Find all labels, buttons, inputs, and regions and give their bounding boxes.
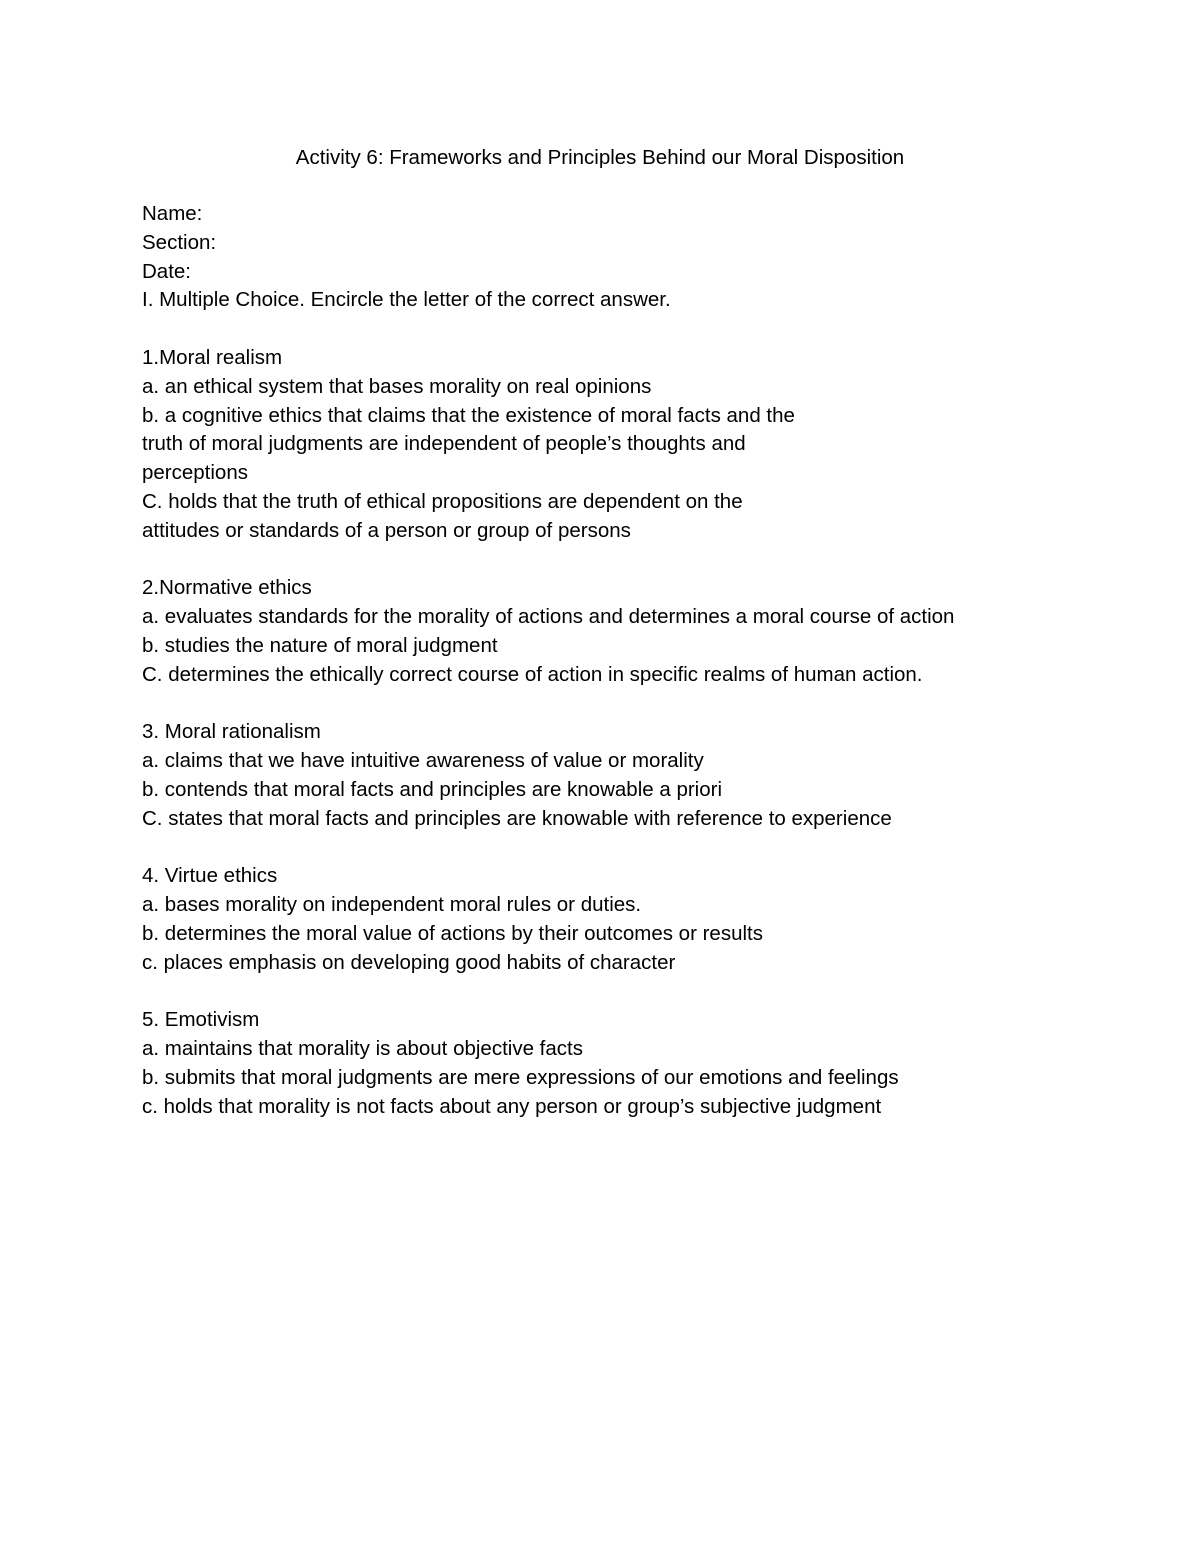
choice-a: a. claims that we have intuitive awareness of value or morality bbox=[142, 749, 704, 773]
choice-b-continued: truth of moral judgments are independent of people’s thoughts and bbox=[142, 432, 746, 456]
question-prompt: 5. Emotivism bbox=[142, 1008, 260, 1032]
question-prompt: 3. Moral rationalism bbox=[142, 720, 321, 744]
spacer bbox=[142, 690, 1162, 719]
choice-a: a. evaluates standards for the morality of actions and determines a moral course of action bbox=[142, 605, 955, 629]
section-field-label: Section: bbox=[142, 230, 217, 254]
choice-c: c. places emphasis on developing good habits of character bbox=[142, 950, 676, 974]
question-prompt: 1.Moral realism bbox=[142, 345, 283, 369]
question-3 bbox=[142, 718, 1162, 833]
date-field-label: Date: bbox=[142, 259, 191, 283]
choice-b: b. studies the nature of moral judgment bbox=[142, 633, 498, 657]
choice-a: a. bases morality on independent moral rules or duties. bbox=[142, 893, 642, 917]
question-2 bbox=[142, 574, 1162, 689]
choice-a: a. an ethical system that bases morality on real opinions bbox=[142, 374, 652, 398]
spacer bbox=[142, 978, 1162, 1007]
choice-b: b. submits that moral judgments are mere expressions of our emotions and feelings bbox=[142, 1065, 899, 1089]
choice-c: C. holds that the truth of ethical propositions are dependent on the bbox=[142, 489, 743, 513]
question-prompt: 2.Normative ethics bbox=[142, 576, 312, 600]
document-body bbox=[142, 200, 1162, 1122]
choice-a: a. maintains that morality is about objective facts bbox=[142, 1037, 583, 1061]
choice-b-continued: perceptions bbox=[142, 461, 248, 485]
choice-b: b. a cognitive ethics that claims that the existence of moral facts and the bbox=[142, 403, 795, 427]
spacer bbox=[142, 834, 1162, 863]
choice-c: c. holds that morality is not facts about any person or group’s subjective judgment bbox=[142, 1094, 882, 1118]
question-prompt: 4. Virtue ethics bbox=[142, 864, 278, 888]
question-4 bbox=[142, 862, 1162, 977]
question-5 bbox=[142, 1006, 1162, 1121]
choice-b: b. determines the moral value of actions by their outcomes or results bbox=[142, 921, 763, 945]
spacer bbox=[142, 315, 1162, 344]
choice-c: C. states that moral facts and principles are knowable with reference to experience bbox=[142, 806, 892, 830]
question-1 bbox=[142, 344, 1162, 546]
name-field-label: Name: bbox=[142, 202, 203, 225]
choice-b: b. contends that moral facts and principles are knowable a priori bbox=[142, 777, 723, 801]
document-title: Activity 6: Frameworks and Principles Behind our Moral Disposition bbox=[295, 146, 905, 169]
choice-c: C. determines the ethically correct course of action in specific realms of human action. bbox=[142, 662, 923, 686]
instructions: I. Multiple Choice. Encircle the letter of the correct answer. bbox=[142, 288, 671, 312]
choice-c-continued: attitudes or standards of a person or group of persons bbox=[142, 518, 631, 542]
spacer bbox=[142, 546, 1162, 575]
